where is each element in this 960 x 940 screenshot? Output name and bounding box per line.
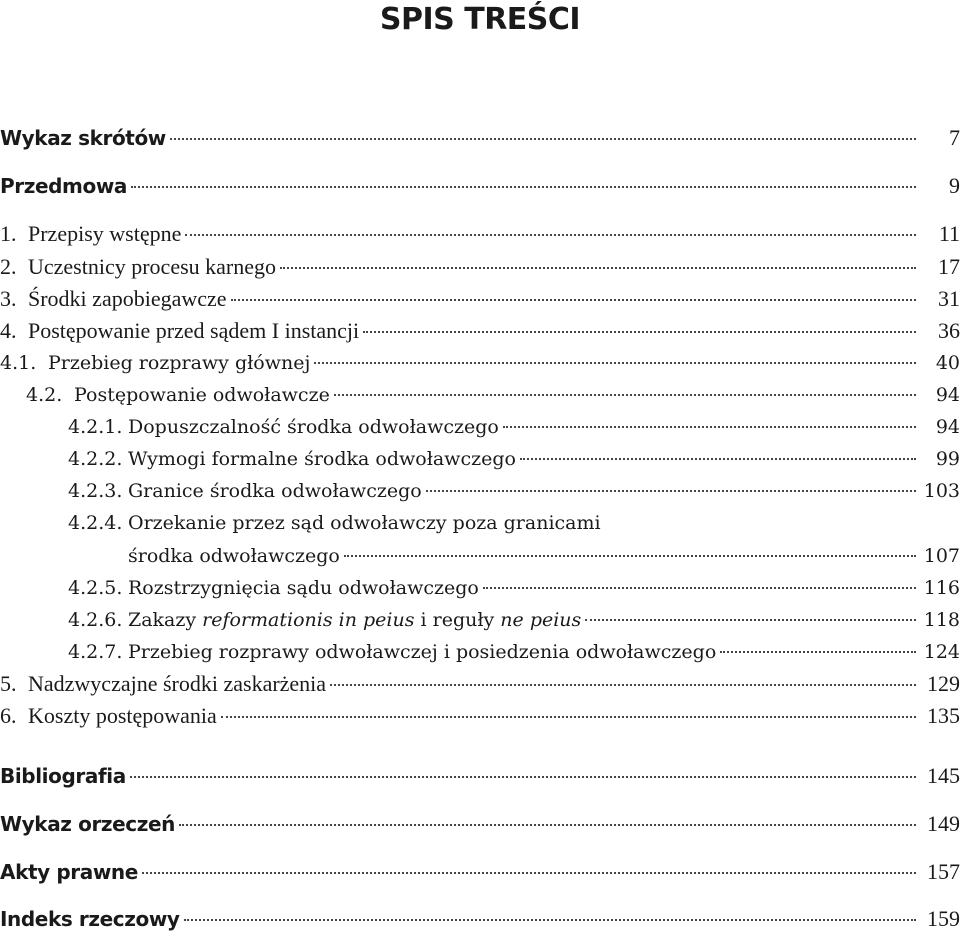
dot-leader [130, 775, 916, 778]
dot-leader [503, 425, 916, 428]
toc-entry-number: 4.2.7. [68, 641, 123, 663]
toc-page-number: 40 [935, 352, 960, 374]
dot-leader [363, 330, 916, 333]
toc-entry-number: 6. [0, 703, 17, 728]
toc-entry-title: Bibliografia [0, 764, 126, 788]
toc-entry-number: 5. [0, 671, 17, 696]
dot-leader [330, 683, 916, 686]
toc-entry-number: 4.2. [26, 384, 63, 406]
toc-entry-bibliografia[interactable] [0, 760, 960, 792]
dot-leader [334, 393, 916, 396]
dot-leader [720, 650, 916, 653]
toc-entry-section-4-2[interactable] [0, 379, 960, 411]
toc-page-number: 107 [923, 545, 960, 567]
toc-entry-title: środka odwoławczego [128, 545, 340, 567]
toc-entry-wykaz-orzeczen[interactable] [0, 808, 960, 840]
toc-page-number: 17 [938, 254, 960, 279]
toc-entry-title: Postępowanie przed sądem I instancji [28, 318, 360, 343]
toc-entry-chapter-1[interactable] [0, 218, 960, 250]
toc-page-number: 149 [927, 811, 960, 836]
toc-entry-title: Granice środka odwoławczego [128, 480, 422, 502]
dot-leader [142, 871, 916, 874]
dot-leader [585, 618, 916, 621]
toc-entry-title: Koszty postępowania [28, 703, 217, 728]
toc-entry-section-4-2-5[interactable] [0, 572, 960, 604]
toc-entry-title: Rozstrzygnięcia sądu odwoławczego [128, 577, 479, 599]
toc-entry-title: Przepisy wstępne [28, 221, 182, 246]
toc-page-number: 31 [938, 286, 960, 311]
dot-leader [170, 137, 916, 140]
toc-entry-title: Orzekanie przez sąd odwoławczy poza granicami [128, 512, 601, 534]
toc-page-number: 159 [927, 906, 960, 931]
toc-entry-section-4-2-7[interactable] [0, 636, 960, 668]
toc-entry-wykaz-skrotow[interactable] [0, 122, 960, 154]
dot-leader [179, 823, 916, 826]
toc-title-italic-part: reformationis in peius [202, 609, 415, 631]
toc-entry-title: Przebieg rozprawy odwoławczej i posiedzenia odwoławczego [128, 641, 717, 663]
toc-title-part: Zakazy [128, 609, 203, 631]
toc-page-number: 124 [923, 641, 960, 663]
toc-entry-number: 4.2.4. [68, 512, 123, 534]
toc-entry-title: Przedmowa [0, 174, 127, 198]
toc-entry-title: Postępowanie odwoławcze [74, 384, 330, 406]
toc-entry-title: Indeks rzeczowy [0, 907, 180, 931]
toc-page-number: 118 [923, 609, 960, 631]
toc-entry-section-4-2-1[interactable] [0, 411, 960, 443]
toc-entry-number: 2. [0, 254, 17, 279]
toc-page-number: 7 [949, 125, 960, 150]
toc-entry-chapter-5[interactable] [0, 668, 960, 700]
toc-entry-number: 3. [0, 286, 17, 311]
toc-page-number: 103 [923, 480, 960, 502]
toc-entry-chapter-4[interactable] [0, 315, 960, 347]
toc-entry-title: Akty prawne [0, 860, 138, 884]
toc-entry-title: Wymogi formalne środka odwoławczego [128, 448, 516, 470]
toc-entry-section-4-2-6[interactable] [0, 604, 960, 636]
toc-entry-section-4-1[interactable] [0, 347, 960, 379]
toc-entry-section-4-2-2[interactable] [0, 443, 960, 475]
toc-page-number: 116 [923, 577, 960, 599]
toc-page-number: 94 [935, 384, 960, 406]
toc-entry-indeks-rzeczowy[interactable] [0, 903, 960, 935]
dot-leader [344, 554, 916, 557]
toc-entry-section-4-2-4[interactable] [0, 507, 960, 539]
toc-entry-title: Przebieg rozprawy głównej [48, 352, 311, 374]
toc-title-part: i reguły [414, 609, 501, 631]
dot-leader [426, 489, 916, 492]
toc-entry-title: Nadzwyczajne środki zaskarżenia [28, 671, 327, 696]
toc-page-number: 11 [938, 221, 960, 246]
toc-page-number: 157 [927, 859, 960, 884]
toc-entry-section-4-2-3[interactable] [0, 475, 960, 507]
dot-leader [483, 586, 916, 589]
dot-leader [131, 185, 916, 188]
toc-entry-przedmowa[interactable] [0, 170, 960, 202]
toc-page-number: 145 [927, 763, 960, 788]
toc-page-number: 135 [927, 703, 960, 728]
toc-page-number: 9 [949, 173, 960, 198]
toc-entry-number: 4.2.2. [68, 448, 123, 470]
toc-entry-number: 4.2.5. [68, 577, 123, 599]
toc-entry-number: 4.2.1. [68, 416, 123, 438]
toc-page-number: 94 [935, 416, 960, 438]
toc-entry-akty-prawne[interactable] [0, 856, 960, 888]
toc-page-number: 36 [938, 318, 960, 343]
dot-leader [314, 361, 916, 364]
toc-entry-title: Wykaz orzeczeń [0, 812, 176, 836]
toc-entry-title: Wykaz skrótów [0, 126, 166, 150]
page-title: SPIS TREŚCI [379, 2, 581, 37]
dot-leader [184, 918, 916, 921]
dot-leader [280, 266, 916, 269]
toc-entry-number: 4.1. [0, 352, 37, 374]
toc-title-italic-part: ne peius [500, 609, 582, 631]
toc-entry-chapter-2[interactable] [0, 251, 960, 283]
toc-entry-chapter-3[interactable] [0, 283, 960, 315]
toc-entry-number: 4.2.3. [68, 480, 123, 502]
dot-leader [231, 298, 916, 301]
dot-leader [520, 457, 916, 460]
toc-entry-number: 1. [0, 221, 17, 246]
dot-leader [185, 233, 916, 236]
toc-page-number: 129 [927, 671, 960, 696]
dot-leader [221, 715, 916, 718]
toc-entry-chapter-6[interactable] [0, 700, 960, 732]
toc-entry-number: 4. [0, 318, 17, 343]
toc-entry-number: 4.2.6. [68, 609, 123, 631]
toc-entry-title: Środki zapobiegawcze [28, 286, 227, 311]
toc-page-number: 99 [935, 448, 960, 470]
toc-entry-title [128, 604, 581, 636]
toc-entry-title: Dopuszczalność środka odwoławczego [128, 416, 499, 438]
toc-entry-section-4-2-4-continued[interactable] [0, 540, 960, 572]
toc-entry-title: Uczestnicy procesu karnego [28, 254, 277, 279]
